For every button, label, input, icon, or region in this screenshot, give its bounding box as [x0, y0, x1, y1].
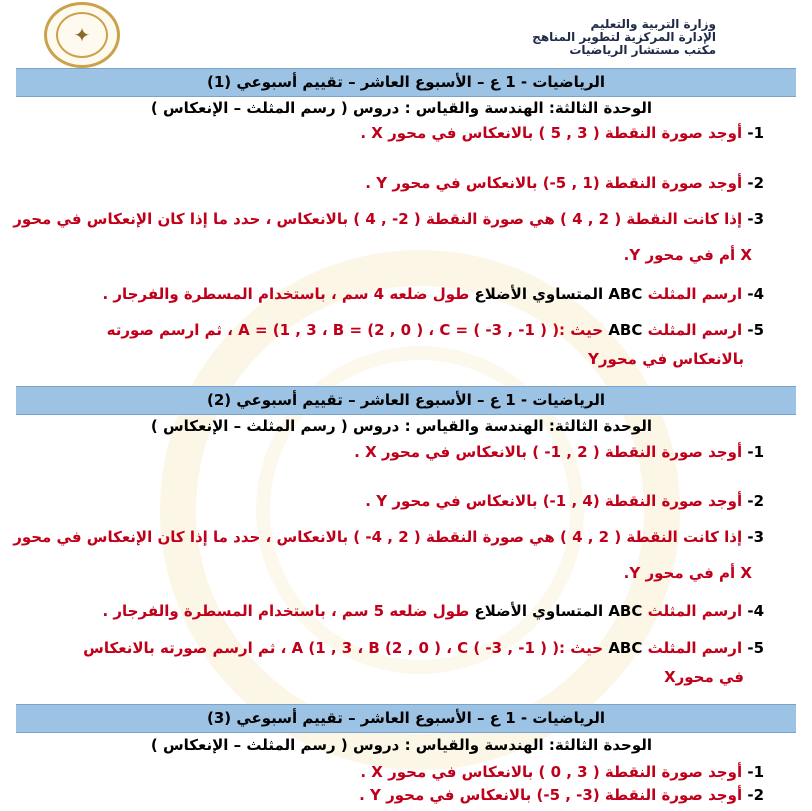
- department-name: الإدارة المركزية لتطوير المناهج: [532, 30, 716, 44]
- section-2-question-3: 3- إذا كانت النقطة ( 2 , 4 ) هي صورة النقطة ( 2 , 4- ) بالانعكاس ، حدد ما إذا كان الإنعكاس في محور: [13, 528, 764, 546]
- section-3-question-1: 1- أوجد صورة النقطة ( 3 , 0 ) بالانعكاس في محور X .: [360, 763, 764, 781]
- section-1-title: الرياضيات - 1 ع – الأسبوع العاشر – تقييم أسبوعي (1): [16, 68, 796, 97]
- ministry-logo: [44, 2, 120, 68]
- section-2-question-5: 5- ارسم المثلث ABC حيث :( A (1 , 3 ، B (2 , 0 ) ، C ( -3 , -1 ) ، ثم ارسم صورته بالانعكاس: [83, 639, 764, 657]
- section-3-title: الرياضيات - 1 ع – الأسبوع العاشر – تقييم أسبوعي (3): [16, 704, 796, 733]
- ministry-header: [532, 18, 716, 57]
- section-2-question-1: 1- أوجد صورة النقطة ( 2 , 1- ) بالانعكاس في محور X .: [354, 443, 764, 461]
- section-1-question-4: 4- ارسم المثلث ABC المتساوي الأضلاع طول ضلعه 4 سم ، باستخدام المسطرة والفرجار .: [102, 285, 764, 303]
- section-1-question-3-cont: X أم في محور Y.: [623, 246, 752, 264]
- section-2-title: الرياضيات - 1 ع – الأسبوع العاشر – تقييم أسبوعي (2): [16, 386, 796, 415]
- ministry-name: وزارة التربية والتعليم: [590, 17, 716, 31]
- section-1-question-1: 1- أوجد صورة النقطة ( 3 , 5 ) بالانعكاس في محور X .: [360, 124, 764, 142]
- section-2-question-5-cont: في محورX: [664, 668, 744, 686]
- section-1-question-2: 2- أوجد صورة النقطة (1 , 5-) بالانعكاس في محور Y .: [365, 174, 764, 192]
- section-2-question-4: 4- ارسم المثلث ABC المتساوي الأضلاع طول ضلعه 5 سم ، باستخدام المسطرة والفرجار .: [102, 602, 764, 620]
- section-2-question-2: 2- أوجد صورة النقطة (4 , 1-) بالانعكاس في محور Y .: [365, 492, 764, 510]
- section-1-question-5-cont: بالانعكاس في محورY: [587, 350, 744, 368]
- section-1-unit: الوحدة الثالثة: الهندسة والقياس : دروس ( رسم المثلث – الإنعكاس ): [150, 99, 652, 117]
- ministry-seal-icon: ✦: [73, 23, 91, 47]
- section-3-unit: الوحدة الثالثة: الهندسة والقياس : دروس ( رسم المثلث – الإنعكاس ): [150, 736, 652, 754]
- section-2-question-3-cont: X أم في محور Y.: [623, 564, 752, 582]
- section-1-question-5: 5- ارسم المثلث ABC حيث :( A = (1 , 3 ، B = (2 , 0 ) ، C = ( -3 , -1 ) ، ثم ارسم صورته: [106, 321, 764, 339]
- section-2-unit: الوحدة الثالثة: الهندسة والقياس : دروس ( رسم المثلث – الإنعكاس ): [150, 417, 652, 435]
- section-1-question-3: 3- إذا كانت النقطة ( 2 , 4 ) هي صورة النقطة ( 2- , 4 ) بالانعكاس ، حدد ما إذا كان الإنعكاس في محور: [13, 210, 764, 228]
- section-3-question-2: 2- أوجد صورة النقطة (3- , 5-) بالانعكاس في محور Y .: [359, 786, 764, 804]
- office-name: مكتب مستشار الرياضيات: [569, 43, 716, 57]
